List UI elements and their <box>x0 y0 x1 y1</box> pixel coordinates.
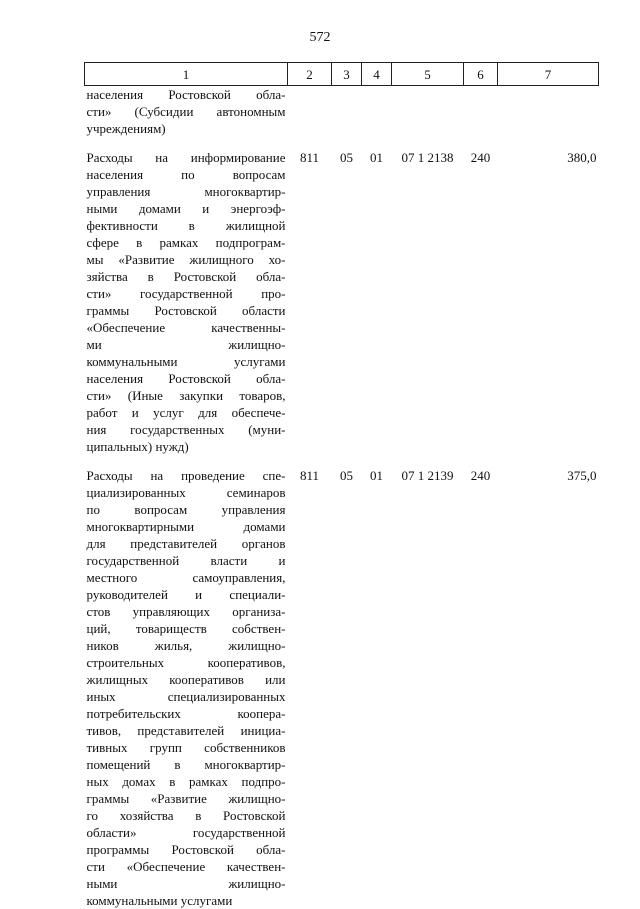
header-row <box>85 63 599 86</box>
column-header-3: 3 <box>332 63 362 86</box>
description-line: населения по вопросам <box>87 166 286 183</box>
description-line: управления многоквартир- <box>87 183 286 200</box>
cell-subsection: 01 <box>362 149 392 455</box>
description-line: коммунальными услугами <box>87 353 286 370</box>
cell-section: 05 <box>332 149 362 455</box>
cell-target-article: 07 1 2139 <box>392 467 464 909</box>
row-description <box>85 86 288 138</box>
description-line: тивных групп собственников <box>87 739 286 756</box>
row-description <box>85 467 288 909</box>
description-line: сти» государственной про- <box>87 285 286 302</box>
description-line: ми жилищно- <box>87 336 286 353</box>
description-line: многоквартирными домами <box>87 518 286 535</box>
description-line: граммы «Развитие жилищно- <box>87 790 286 807</box>
budget-table <box>84 62 599 909</box>
table-body <box>85 86 599 909</box>
cell-section: 05 <box>332 467 362 909</box>
description-line: ций, товариществ собствен- <box>87 620 286 637</box>
description-line: зяйства в Ростовской обла- <box>87 268 286 285</box>
cell-target-article: 07 1 2138 <box>392 149 464 455</box>
description-line: государственной власти и <box>87 552 286 569</box>
description-line: программы Ростовской обла- <box>87 841 286 858</box>
description-line: Расходы на информирование <box>87 149 286 166</box>
description-line: населения Ростовской обла- <box>87 86 286 103</box>
row-spacer <box>85 137 599 149</box>
description-line: ния государственных (муни- <box>87 421 286 438</box>
description-line: учреждениям) <box>87 120 286 137</box>
row-spacer-cell <box>85 455 599 467</box>
description-line: местного самоуправления, <box>87 569 286 586</box>
cell-admin-code: 811 <box>288 467 332 909</box>
cell-target-article <box>392 86 464 138</box>
row-spacer <box>85 455 599 467</box>
cell-admin-code: 811 <box>288 149 332 455</box>
cell-subsection: 01 <box>362 467 392 909</box>
column-header-5: 5 <box>392 63 464 86</box>
column-header-2: 2 <box>288 63 332 86</box>
row-description <box>85 149 288 455</box>
description-line: ников жилья, жилищно- <box>87 637 286 654</box>
description-line: для представителей органов <box>87 535 286 552</box>
cell-subsection <box>362 86 392 138</box>
description-line: фективности в жилищной <box>87 217 286 234</box>
cell-expense-type: 240 <box>464 149 498 455</box>
description-line: по вопросам управления <box>87 501 286 518</box>
description-line: помещений в многоквартир- <box>87 756 286 773</box>
cell-expense-type: 240 <box>464 467 498 909</box>
description-line: ных домах в рамках подпро- <box>87 773 286 790</box>
cell-expense-type <box>464 86 498 138</box>
description-line: тивов, представителей инициа- <box>87 722 286 739</box>
cell-section <box>332 86 362 138</box>
description-line: го хозяйства в Ростовской <box>87 807 286 824</box>
description-line: граммы Ростовской области <box>87 302 286 319</box>
table-row <box>85 467 599 909</box>
description-line: жилищных кооперативов или <box>87 671 286 688</box>
column-header-4: 4 <box>362 63 392 86</box>
column-header-1: 1 <box>85 63 288 86</box>
page-number: 572 <box>0 30 640 46</box>
description-line: стов управляющих организа- <box>87 603 286 620</box>
description-line: ными жилищно- <box>87 875 286 892</box>
description-line: ными домами и энергоэф- <box>87 200 286 217</box>
description-line: населения Ростовской обла- <box>87 370 286 387</box>
description-line: сти «Обеспечение качествен- <box>87 858 286 875</box>
description-line: работ и услуг для обеспече- <box>87 404 286 421</box>
column-header-6: 6 <box>464 63 498 86</box>
description-line: строительных кооперативов, <box>87 654 286 671</box>
cell-amount <box>498 86 599 138</box>
description-line: ципальных) нужд) <box>87 438 286 455</box>
description-line: сфере в рамках подпрограм- <box>87 234 286 251</box>
column-header-7: 7 <box>498 63 599 86</box>
description-line: мы «Развитие жилищного хо- <box>87 251 286 268</box>
description-line: иных специализированных <box>87 688 286 705</box>
table-row <box>85 86 599 138</box>
description-line: сти» (Субсидии автономным <box>87 103 286 120</box>
table-row <box>85 149 599 455</box>
description-line: Расходы на проведение спе- <box>87 467 286 484</box>
cell-amount: 380,0 <box>498 149 599 455</box>
description-line: «Обеспечение качественны- <box>87 319 286 336</box>
description-line: циализированных семинаров <box>87 484 286 501</box>
row-spacer-cell <box>85 137 599 149</box>
description-line: коммунальными услугами <box>87 892 286 909</box>
cell-amount: 375,0 <box>498 467 599 909</box>
description-line: потребительских коопера- <box>87 705 286 722</box>
description-line: руководителей и специали- <box>87 586 286 603</box>
cell-admin-code <box>288 86 332 138</box>
description-line: сти» (Иные закупки товаров, <box>87 387 286 404</box>
description-line: области» государственной <box>87 824 286 841</box>
